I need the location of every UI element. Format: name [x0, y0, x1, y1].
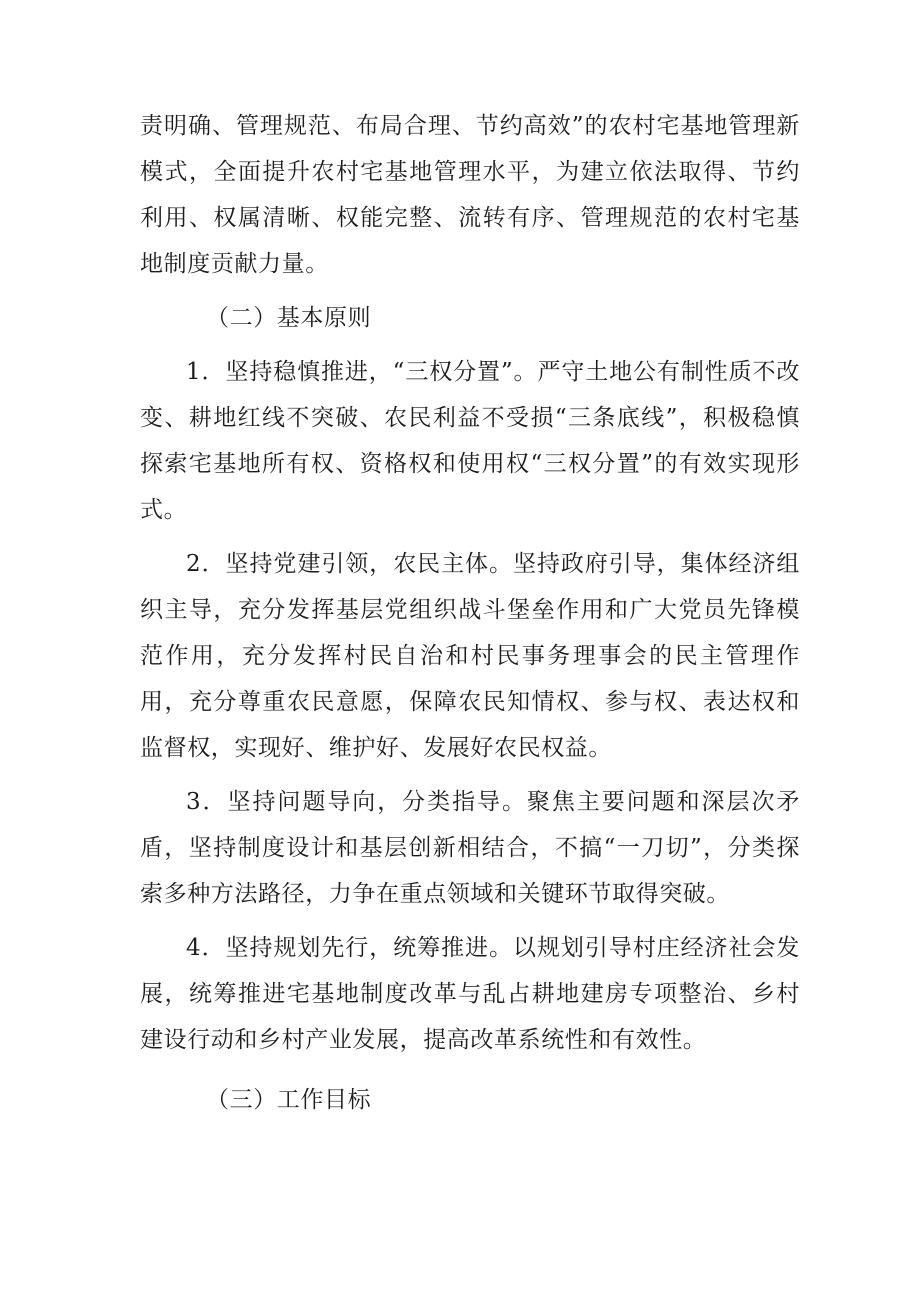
- section-heading-work-goals: （三）工作目标: [206, 1087, 372, 1113]
- paragraph-continuation: 责明确、管理规范、布局合理、节约高效”的农村宅基地管理新模式，全面提升农村宅基地管理水平，为建立依法取得、节约利用、权属清晰、权能完整、流转有序、管理规范的农村宅基地制度贡献力量。: [140, 113, 800, 277]
- document-body: [140, 103, 800, 1123]
- principle-item-1: 1．坚持稳慎推进，“三权分置”。严守土地公有制性质不改变、耕地红线不突破、农民利益不受损“三条底线”，积极稳慎探索宅基地所有权、资格权和使用权“三权分置”的有效实现形式。: [140, 359, 800, 523]
- principle-item-2: 2．坚持党建引领，农民主体。坚持政府引导，集体经济组织主导，充分发挥基层党组织战斗堡垒作用和广大党员先锋模范作用，充分发挥村民自治和村民事务理事会的民主管理作用，充分尊重农民意愿，保障农民知情权、参与权、表达权和监督权，实现好、维护好、发展好农民权益。: [140, 551, 800, 761]
- section-heading-basic-principles: （二）基本原则: [206, 305, 372, 331]
- principle-item-3: 3．坚持问题导向，分类指导。聚焦主要问题和深层次矛盾，坚持制度设计和基层创新相结合，不搞“一刀切”，分类探索多种方法路径，力争在重点领域和关键环节取得突破。: [140, 789, 800, 907]
- principle-item-4: 4．坚持规划先行，统筹推进。以规划引导村庄经济社会发展，统筹推进宅基地制度改革与乱占耕地建房专项整治、乡村建设行动和乡村产业发展，提高改革系统性和有效性。: [140, 935, 800, 1053]
